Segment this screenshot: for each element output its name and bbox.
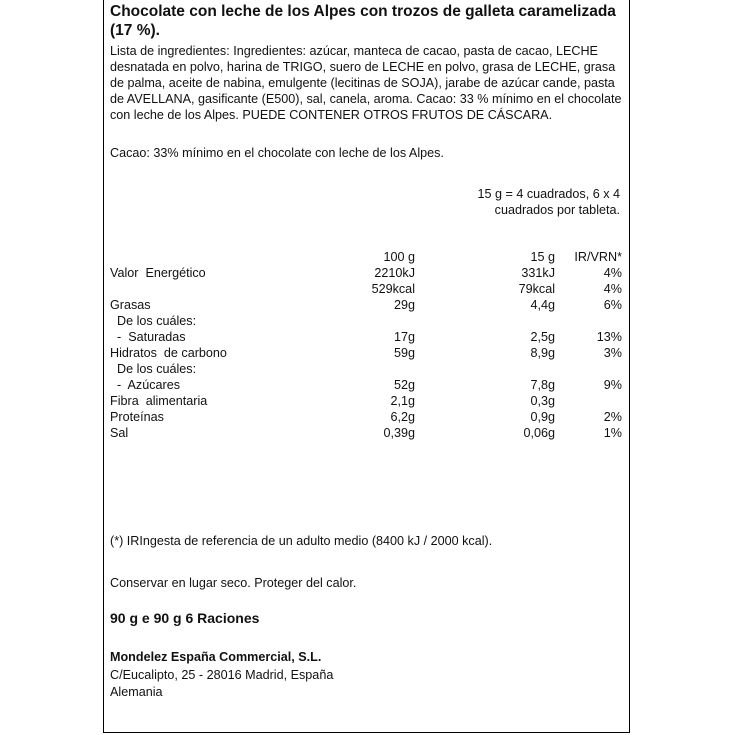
row-value-15g: 0,9g — [530, 410, 555, 424]
header-100g: 100 g — [383, 250, 415, 264]
row-value-15g: 8,9g — [530, 346, 555, 360]
row-value-100g: 6,2g — [390, 410, 415, 424]
reference-note: (*) IRIngesta de referencia de un adulto medio (8400 kJ / 2000 kcal). — [110, 534, 493, 548]
row-label: De los cuáles: — [110, 362, 197, 376]
row-label: Fibra alimentaria — [110, 394, 208, 408]
row-value-100g: 0,39g — [383, 426, 415, 440]
portion-line-1: 15 g = 4 cuadrados, 6 x 4 — [477, 187, 620, 201]
row-value-100g: 29g — [393, 298, 415, 312]
row-value-100g: 529kcal — [371, 282, 415, 296]
row-value-15g: 331kJ — [521, 266, 555, 280]
row-value-100g: 59g — [393, 346, 415, 360]
header-15g: 15 g — [530, 250, 555, 264]
cacao-note: Cacao: 33% mínimo en el chocolate con leche de los Alpes. — [110, 146, 444, 160]
row-label: Sal — [110, 426, 129, 440]
row-value-15g: 0,06g — [523, 426, 555, 440]
row-label: Valor Energético — [110, 266, 206, 280]
row-value-15g: 79kcal — [518, 282, 555, 296]
row-value-ir: 9% — [603, 378, 622, 392]
row-value-100g: 52g — [393, 378, 415, 392]
row-value-ir: 13% — [596, 330, 622, 344]
row-value-ir: 4% — [603, 266, 622, 280]
row-label: Grasas — [110, 298, 151, 312]
row-label: Hidratos de carbono — [110, 346, 227, 360]
row-value-15g: 2,5g — [530, 330, 555, 344]
net-weight: 90 g e 90 g 6 Raciones — [110, 610, 260, 626]
row-label: De los cuáles: — [110, 314, 197, 328]
row-value-100g: 2210kJ — [374, 266, 415, 280]
row-value-100g: 17g — [393, 330, 415, 344]
row-value-100g: 2,1g — [390, 394, 415, 408]
row-value-ir: 6% — [603, 298, 622, 312]
row-value-15g: 7,8g — [530, 378, 555, 392]
company-name: Mondelez España Commercial, S.L. — [110, 650, 322, 664]
company-address — [110, 667, 333, 701]
row-value-ir: 1% — [603, 426, 622, 440]
storage-instructions: Conservar en lugar seco. Proteger del calor. — [110, 576, 357, 590]
product-title: Chocolate con leche de los Alpes con trozos de galleta caramelizada (17 %). — [110, 3, 616, 39]
header-ir: IR/VRN* — [574, 250, 622, 264]
portion-line-2: cuadrados por tableta. — [494, 203, 620, 217]
row-value-15g: 4,4g — [530, 298, 555, 312]
row-value-15g: 0,3g — [530, 394, 555, 408]
row-value-ir: 2% — [603, 410, 622, 424]
row-label: - Saturadas — [110, 330, 186, 344]
address-line-1: C/Eucalipto, 25 - 28016 Madrid, España — [110, 668, 334, 682]
row-value-ir: 4% — [603, 282, 622, 296]
portion-info — [440, 186, 620, 218]
address-line-2: Alemania — [110, 685, 163, 699]
ingredients-list: Lista de ingredientes: Ingredientes: azúcar, manteca de cacao, pasta de cacao, LECHE desnatada en polvo, harina de TRIGO, suero de LECHE en polvo, grasa de LECHE, grasa de palma, aceite de nabina, emulgente (lecitinas de SOJA), jarabe de azúcar cande, pasta de AVELLANA, gasificante (E500), sal, canela, aroma. Cacao: 33 % mínimo en el chocolate con leche de los Alpes. PUEDE CONTENER OTROS FRUTOS DE CÁSCARA. — [110, 44, 622, 122]
row-value-ir: 3% — [603, 346, 622, 360]
row-label: - Azúcares — [110, 378, 180, 392]
row-label: Proteínas — [110, 410, 164, 424]
